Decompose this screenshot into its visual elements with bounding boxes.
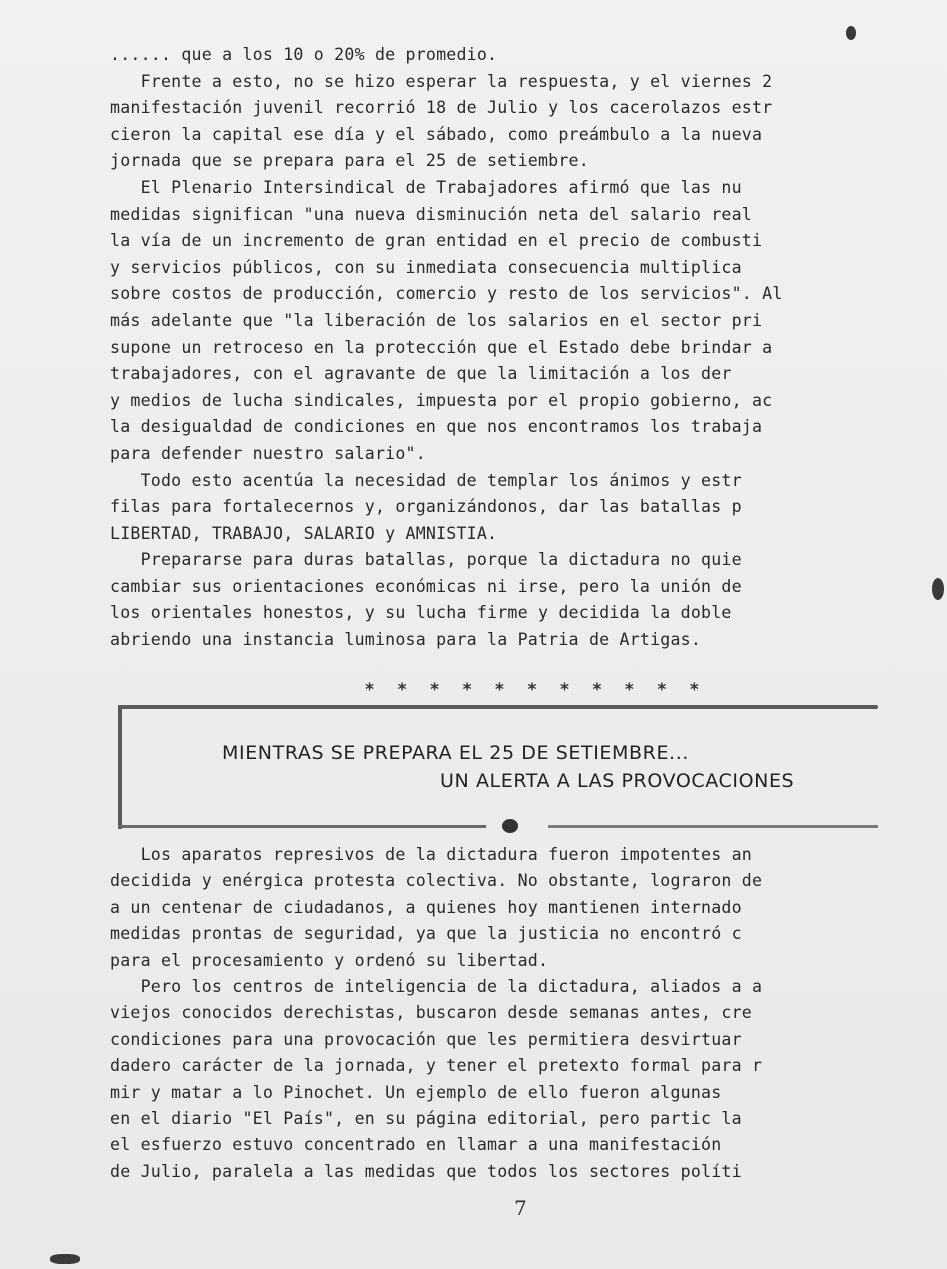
text-line: trabajadores, con el agravante de que la limitación a los der (110, 364, 732, 384)
text-line: más adelante que "la liberación de los salarios en el sector pri (110, 310, 763, 330)
text-line: cieron la capital ese día y el sábado, como preámbulo a la nueva (110, 124, 763, 144)
text-line: de Julio, paralela a las medidas que todos los sectores políti (110, 1161, 742, 1181)
text-line: condiciones para una provocación que les permitiera desvirtuar (110, 1029, 742, 1049)
text-line: mir y matar a lo Pinochet. Un ejemplo de ello fueron algunas (110, 1082, 722, 1102)
text-line: ...... que a los 10 o 20% de promedio. (110, 45, 498, 64)
text-line: LIBERTAD, TRABAJO, SALARIO y AMNISTIA. (110, 523, 498, 543)
text-line: filas para fortalecernos y, organizándonos, dar las batallas p (110, 497, 742, 517)
text-line: en el diario "El País", en su página editorial, pero partic la (110, 1108, 742, 1128)
section-heading-line1: MIENTRAS SE PREPARA EL 25 DE SETIEMBRE... (222, 742, 689, 764)
text-line: la desigualdad de condiciones en que nos encontramos los trabaja (110, 417, 763, 437)
text-line: Frente a esto, no se hizo esperar la respuesta, y el viernes 2 (110, 71, 773, 91)
text-line: medidas significan "una nueva disminución neta del salario real (110, 204, 752, 224)
ink-stain-icon (50, 1254, 80, 1264)
text-line: El Plenario Intersindical de Trabajadores afirmó que las nu (110, 177, 742, 197)
text-line: a un centenar de ciudadanos, a quienes hoy mantienen internado (110, 897, 742, 917)
article-text-bottom (110, 842, 895, 1185)
text-line: cambiar sus orientaciones económicas ni irse, pero la unión de (110, 576, 742, 596)
frame-bottom-rule-left (118, 825, 486, 828)
text-line: Todo esto acentúa la necesidad de templar los ánimos y estr (110, 470, 742, 490)
frame-bottom-rule-right (548, 825, 878, 828)
text-line: Pero los centros de inteligencia de la dictadura, aliados a a (110, 976, 763, 996)
text-line: manifestación juvenil recorrió 18 de Julio y los cacerolazos estr (110, 98, 773, 118)
text-line: abriendo una instancia luminosa para la Patria de Artigas. (110, 630, 702, 650)
text-line: Prepararse para duras batallas, porque la dictadura no quie (110, 550, 742, 570)
text-line: para el procesamiento y ordenó su libertad. (110, 950, 549, 970)
text-line: para defender nuestro salario". (110, 443, 426, 463)
text-line: decidida y enérgica protesta colectiva. No obstante, lograron de (110, 871, 763, 891)
separator-stars: * * * * * * * * * * * (364, 680, 706, 700)
boxed-heading-frame (118, 705, 878, 829)
text-line: supone un retroceso en la protección que el Estado debe brindar a (110, 337, 773, 357)
text-line: jornada que se prepara para el 25 de setiembre. (110, 151, 589, 171)
text-line: viejos conocidos derechistas, buscaron desde semanas antes, cre (110, 1003, 752, 1023)
frame-top-rule (118, 705, 878, 709)
text-line: los orientales honestos, y su lucha firme y decidida la doble (110, 603, 732, 623)
text-line: el esfuerzo estuvo concentrado en llamar a una manifestación (110, 1135, 722, 1155)
ink-stain-icon (846, 26, 856, 40)
frame-left-rule (118, 705, 122, 829)
text-line: y medios de lucha sindicales, impuesta por el propio gobierno, ac (110, 390, 773, 410)
section-heading-line2: UN ALERTA A LAS PROVOCACIONES (440, 770, 795, 792)
text-line: dadero carácter de la jornada, y tener el pretexto formal para r (110, 1056, 763, 1076)
article-text-top (110, 42, 895, 654)
text-line: medidas prontas de seguridad, ya que la justicia no encontró c (110, 924, 742, 944)
text-line: sobre costos de producción, comercio y resto de los servicios". Al (110, 284, 783, 304)
text-line: Los aparatos represivos de la dictadura fueron impotentes an (110, 845, 752, 864)
text-line: y servicios públicos, con su inmediata consecuencia multiplica (110, 257, 742, 277)
page-number: 7 (514, 1196, 527, 1220)
ink-stain-icon (932, 578, 944, 600)
ornament-dot-icon (502, 819, 518, 833)
text-line: la vía de un incremento de gran entidad en el precio de combusti (110, 231, 763, 251)
